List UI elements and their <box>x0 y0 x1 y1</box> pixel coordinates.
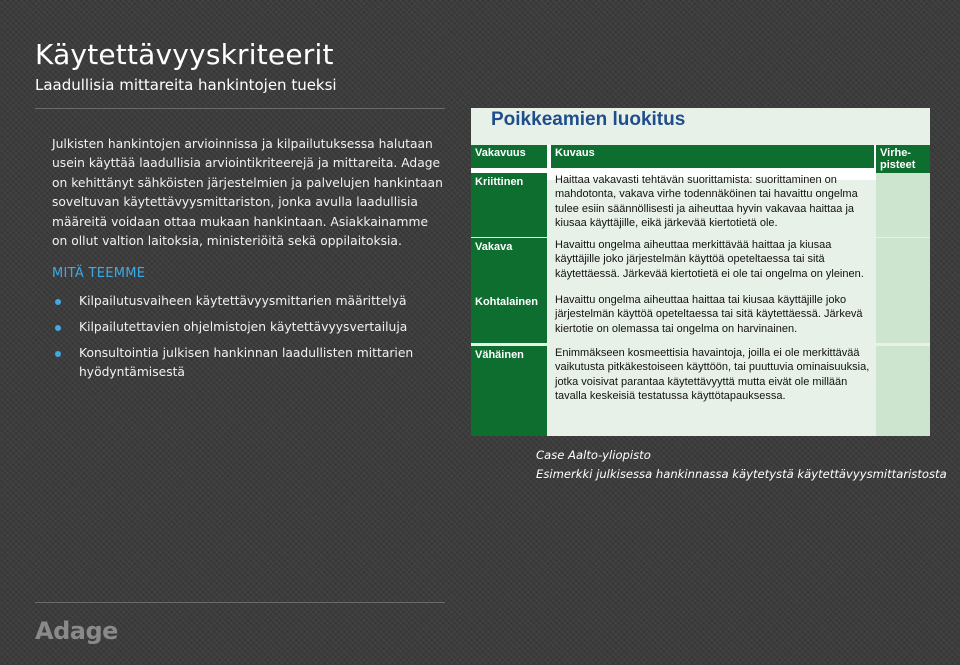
points-cell <box>876 346 930 436</box>
points-cell <box>876 293 930 343</box>
description-cell: Haittaa vakavasti tehtävän suorittamista: suorittaminen on mahdotonta, vakava virhe todennäköinen tai havaittu ongelma tulee esiin säännöllisesti ja aiheuttaa hyvin vakavaa haittaa ja kiusaa käyttäjille, eikä järkevää kiertotietä ole. <box>555 174 858 230</box>
severity-cell: Kriittinen <box>471 173 547 237</box>
list-item <box>52 318 452 337</box>
list-item-text: Kilpailutusvaiheen käytettävyysmittarien määrittelyä <box>79 294 407 308</box>
adage-logo: Adage <box>35 617 118 645</box>
page-title: Käytettävyyskriteerit <box>35 38 334 71</box>
table-title: Poikkeamien luokitus <box>491 109 686 130</box>
description-cell: Enimmäkseen kosmeettisia havaintoja, joilla ei ole merkittävää vaikutusta pitkäkestoiseen käyttöön, tai puuttuvia ominaisuuksia, jotka voisivat parantaa käytettävyyttä mutta eivät ole millään tavalla keskeisiä testatussa käyttötapauksessa. <box>555 347 870 403</box>
bullet-icon <box>55 351 61 357</box>
case-caption <box>536 446 947 484</box>
page-subtitle: Laadullisia mittareita hankintojen tueksi <box>35 76 337 94</box>
severity-cell: Kohtalainen <box>471 293 547 343</box>
severity-cell: Vakava <box>471 238 547 296</box>
intro-paragraph: Julkisten hankintojen arvioinnissa ja kilpailutuksessa halutaan usein käyttää laadullisia arviointikriteerejä ja mittareita. Adage on kehittänyt sähköisten järjestelmien ja palvelujen hankintaan soveltuvan käytettävyysmittariston, jonka avulla laadullisia määreitä voidaan ottaa mukaan hankintaan. Asiakkainamme on ollut valtion laitoksia, ministeriöitä sekä oppilaitoksia. <box>52 137 443 249</box>
header-points: Virhe- pisteet <box>876 145 930 180</box>
service-list <box>52 292 452 389</box>
points-cell <box>876 238 930 296</box>
list-item <box>52 292 452 311</box>
severity-cell: Vähäinen <box>471 346 547 436</box>
caption-line-2: Esimerkki julkisessa hankinnassa käytetystä käytettävyysmittaristosta <box>536 467 947 481</box>
list-item-text: Kilpailutettavien ohjelmistojen käytettävyysvertailuja <box>79 320 408 334</box>
header-severity: Vakavuus <box>471 145 547 168</box>
description-cell: Havaittu ongelma aiheuttaa merkittävää haittaa ja kiusaa käyttäjille joko järjestelmän käyttöä opeteltaessa tai sitä käytettäessä. Järkevää kiertotietä ei ole tai ongelma on yleinen. <box>555 239 864 280</box>
header-description: Kuvaus <box>551 145 874 168</box>
list-item-text: Konsultointia julkisen hankinnan laadullisten mittarien hyödyntämisestä <box>79 346 414 379</box>
caption-line-1: Case Aalto-yliopisto <box>536 448 651 462</box>
bottom-divider <box>35 602 445 603</box>
points-cell <box>876 173 930 237</box>
top-divider <box>35 108 445 109</box>
bullet-icon <box>55 299 61 305</box>
list-item <box>52 344 452 382</box>
section-title: MITÄ TEEMME <box>52 266 146 281</box>
bullet-icon <box>55 325 61 331</box>
description-cell: Havaittu ongelma aiheuttaa haittaa tai kiusaa käyttäjille joko järjestelmän käyttöä opeteltaessa tai sitä käytettäessä. Järkevä kiertotie on olemassa tai ongelma on harvinainen. <box>555 294 863 335</box>
classification-table <box>471 108 930 436</box>
